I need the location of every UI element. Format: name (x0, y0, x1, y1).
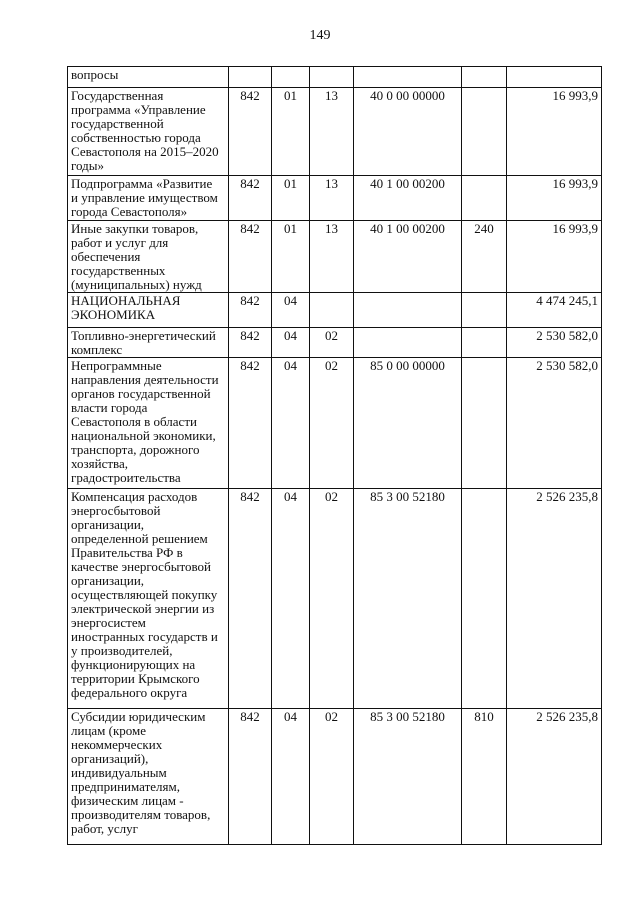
row-target-code: 40 1 00 00200 (354, 176, 462, 221)
row-expense-type (462, 489, 507, 709)
table-row (68, 176, 602, 221)
table-row (68, 358, 602, 489)
row-target-code (354, 67, 462, 88)
row-ministry-code: 842 (229, 328, 272, 358)
row-subsection-code: 13 (310, 221, 354, 293)
row-target-code: 40 1 00 00200 (354, 221, 462, 293)
row-amount: 16 993,9 (507, 176, 602, 221)
row-expense-type (462, 328, 507, 358)
row-ministry-code: 842 (229, 358, 272, 489)
row-section-code: 01 (272, 88, 310, 176)
row-subsection-code (310, 293, 354, 328)
row-name-cell: Компенсация расходов энергосбытовой организации, определенной решением Правительства РФ в качестве энергосбытовой организации, осуществляющей покупку электрической энергии из энергосистем иностранных государств и у производителей, функционирующих на территории Крымского федерального округа (68, 489, 229, 709)
row-amount: 2 526 235,8 (507, 709, 602, 845)
row-name-cell: Субсидии юридическим лицам (кроме некоммерческих организаций), индивидуальным предпринимателям, физическим лицам - производителям товаров, работ, услуг (68, 709, 229, 845)
table-row (68, 221, 602, 293)
row-section-code: 01 (272, 221, 310, 293)
row-subsection-code: 02 (310, 709, 354, 845)
row-name-cell: Государственная программа «Управление государственной собственностью города Севастополя на 2015–2020 годы» (68, 88, 229, 176)
row-section-code (272, 67, 310, 88)
row-name-cell: Подпрограмма «Развитие и управление имуществом города Севастополя» (68, 176, 229, 221)
row-name-cell: Топливно-энергетический комплекс (68, 328, 229, 358)
row-expense-type: 810 (462, 709, 507, 845)
page-number: 149 (309, 28, 331, 43)
row-amount: 16 993,9 (507, 88, 602, 176)
row-target-code: 85 3 00 52180 (354, 709, 462, 845)
row-ministry-code: 842 (229, 176, 272, 221)
row-amount: 2 530 582,0 (507, 358, 602, 489)
row-section-code: 04 (272, 489, 310, 709)
budget-table (67, 66, 602, 845)
row-subsection-code (310, 67, 354, 88)
row-amount: 4 474 245,1 (507, 293, 602, 328)
row-ministry-code: 842 (229, 221, 272, 293)
row-section-code: 04 (272, 358, 310, 489)
row-section-code: 01 (272, 176, 310, 221)
row-ministry-code (229, 67, 272, 88)
row-subsection-code: 02 (310, 358, 354, 489)
row-subsection-code: 13 (310, 176, 354, 221)
row-target-code: 85 3 00 52180 (354, 489, 462, 709)
row-section-code: 04 (272, 293, 310, 328)
row-amount: 16 993,9 (507, 221, 602, 293)
row-expense-type (462, 293, 507, 328)
row-ministry-code: 842 (229, 293, 272, 328)
row-name-cell: Непрограммные направления деятельности органов государственной власти города Севастополя в области национальной экономики, транспорта, дорожного хозяйства, градостроительства (68, 358, 229, 489)
table-row (68, 709, 602, 845)
row-expense-type (462, 176, 507, 221)
row-expense-type (462, 88, 507, 176)
row-expense-type: 240 (462, 221, 507, 293)
table-row (68, 489, 602, 709)
table-row (68, 67, 602, 88)
row-name-cell: НАЦИОНАЛЬНАЯ ЭКОНОМИКА (68, 293, 229, 328)
table-row (68, 88, 602, 176)
row-subsection-code: 02 (310, 489, 354, 709)
row-expense-type (462, 358, 507, 489)
table-row (68, 293, 602, 328)
row-amount: 2 526 235,8 (507, 489, 602, 709)
row-section-code: 04 (272, 709, 310, 845)
row-name-cell: вопросы (68, 67, 229, 88)
row-section-code: 04 (272, 328, 310, 358)
row-target-code: 40 0 00 00000 (354, 88, 462, 176)
row-amount (507, 67, 602, 88)
row-target-code: 85 0 00 00000 (354, 358, 462, 489)
row-amount: 2 530 582,0 (507, 328, 602, 358)
table-row (68, 328, 602, 358)
row-ministry-code: 842 (229, 489, 272, 709)
row-ministry-code: 842 (229, 88, 272, 176)
row-name-cell: Иные закупки товаров, работ и услуг для обеспечения государственных (муниципальных) нужд (68, 221, 229, 293)
row-target-code (354, 328, 462, 358)
row-subsection-code: 13 (310, 88, 354, 176)
row-subsection-code: 02 (310, 328, 354, 358)
row-expense-type (462, 67, 507, 88)
row-ministry-code: 842 (229, 709, 272, 845)
row-target-code (354, 293, 462, 328)
